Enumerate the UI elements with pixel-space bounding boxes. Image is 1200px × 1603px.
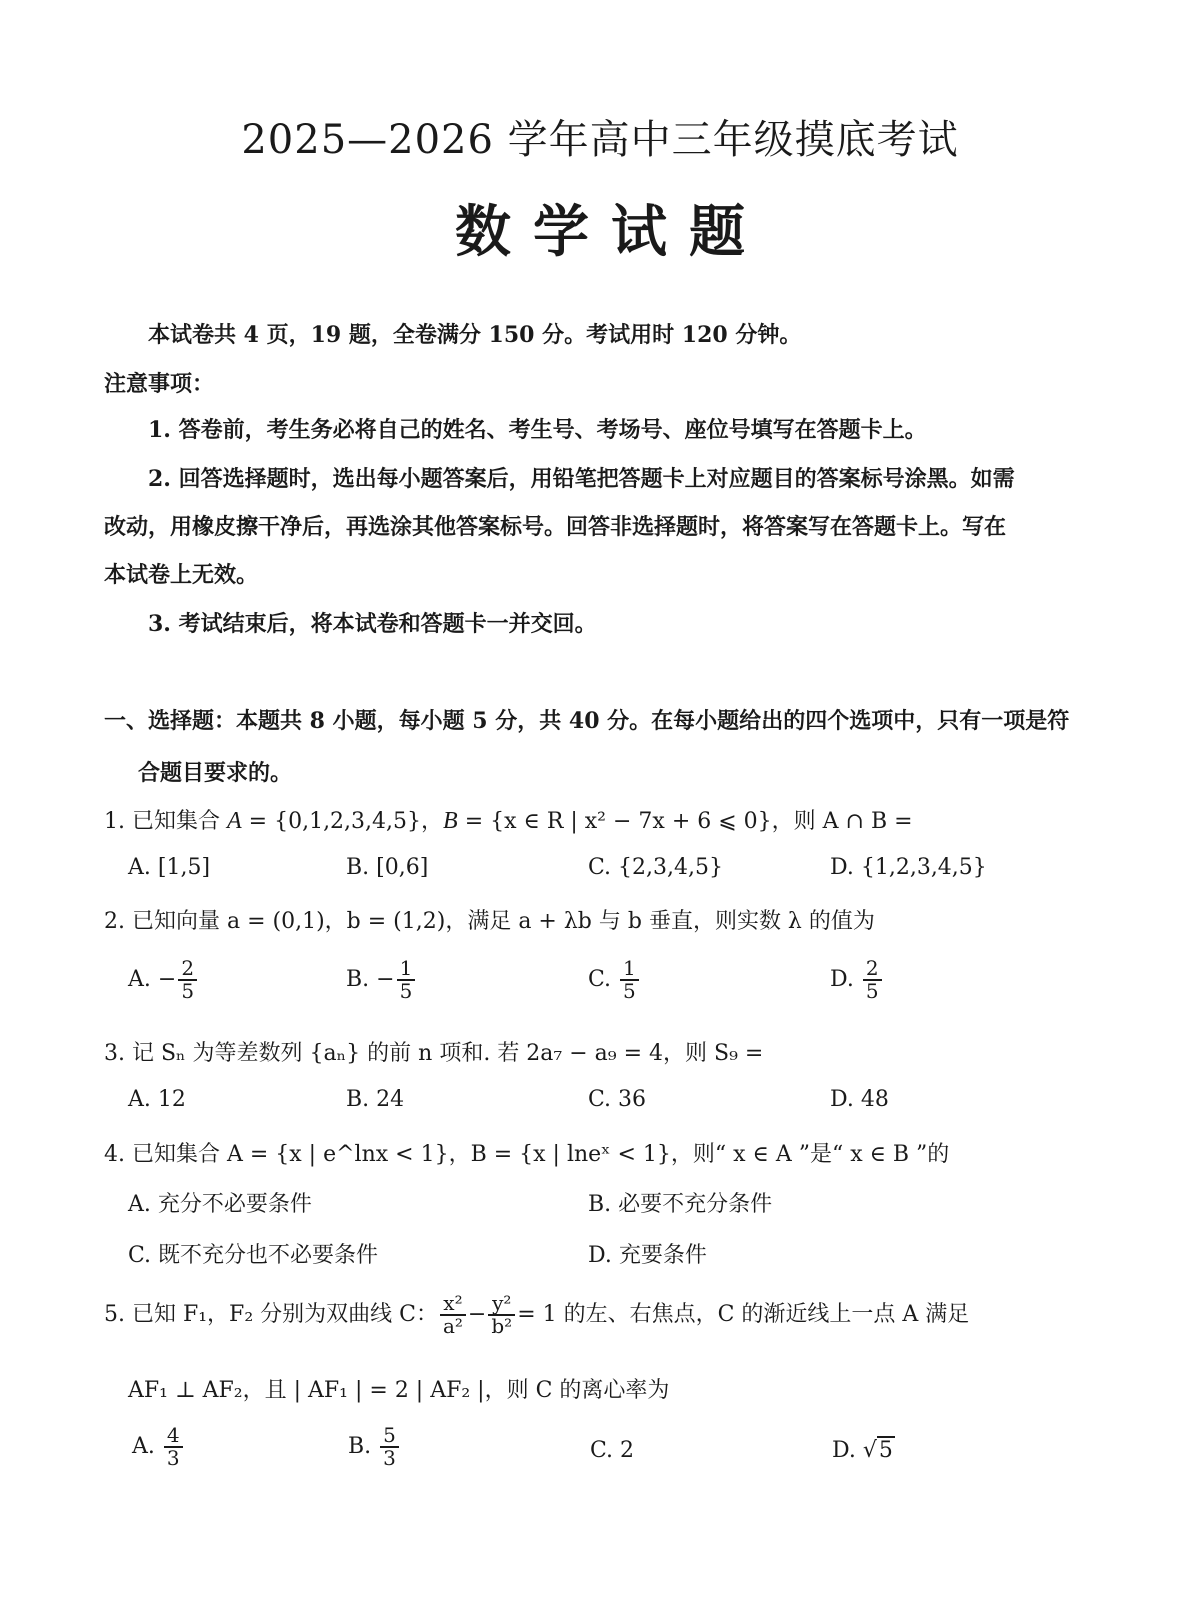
q1-option-d: D. {1,2,3,4,5} (830, 855, 987, 880)
q1-option-c: C. {2,3,4,5} (588, 855, 723, 880)
q2-option-c: C. $\frac{1}{5}$ (588, 958, 641, 1002)
q2-option-d: D. $\frac{2}{5}$ (830, 958, 884, 1002)
note-1: 1. 答卷前，考生务必将自己的姓名、考生号、考场号、座位号填写在答题卡上。 (148, 417, 927, 443)
q3-option-d: D. 48 (830, 1087, 889, 1112)
note-2-line3: 本试卷上无效。 (104, 562, 259, 588)
q2-option-a: A. − $\frac{2}{5}$ (128, 958, 199, 1002)
q1-option-b: B. [0,6] (346, 855, 429, 880)
q1-tail: ，则 A ∩ B = (771, 809, 913, 834)
question-4: 4. 已知集合 A = {x | e^lnx < 1}，B = {x | lneˣ < 1}，则“ x ∈ A ”是“ x ∈ B ”的 (104, 1142, 950, 1167)
note-2-line2: 改动，用橡皮擦干净后，再选涂其他答案标号。回答非选择题时，将答案写在答题卡上。写在 (104, 514, 1007, 540)
subject-title: 数学试题 (455, 199, 767, 265)
section-1-heading-line2: 合题目要求的。 (138, 760, 293, 786)
section-1-heading: 一、选择题：本题共 8 小题，每小题 5 分，共 40 分。在每小题给出的四个选项中，只有一项是符 (104, 708, 1070, 734)
note-3: 3. 考试结束后，将本试卷和答题卡一并交回。 (148, 611, 597, 637)
q5-option-a: A. $\frac{4}{3}$ (132, 1425, 185, 1469)
q5-a-fraction: $\frac{4}{3}$ (164, 1425, 183, 1469)
q2-d-fraction: $\frac{2}{5}$ (863, 958, 882, 1002)
q2-b-fraction: $\frac{1}{5}$ (397, 958, 416, 1002)
q4-option-d: D. 充要条件 (588, 1243, 707, 1268)
q3-option-b: B. 24 (346, 1087, 405, 1112)
q1-set-a: {0,1,2,3,4,5} (274, 809, 422, 834)
notes-heading: 注意事项： (104, 371, 215, 397)
q3-option-a: A. 12 (128, 1087, 186, 1112)
note-2-line1: 2. 回答选择题时，选出每小题答案后，用铅笔把答题卡上对应题目的答案标号涂黑。如需 (148, 466, 1015, 492)
question-5: 5. 已知 F₁，F₂ 分别为双曲线 C： $\frac{\text{x²}}{\text{a²}}$ − $\frac{\text{y²}}{\text{b²}}$ = 1 的左、右焦点，C 的渐近线上一点 A 满足 (104, 1291, 970, 1338)
q5-fraction-x: $\frac{\text{x²}}{\text{a²}}$ (440, 1293, 466, 1337)
q5-option-b: B. $\frac{5}{3}$ (348, 1425, 401, 1469)
q2-c-fraction: $\frac{1}{5}$ (620, 958, 639, 1002)
question-1: 1. 已知集合 A = {0,1,2,3,4,5}，B = {x ∈ R | x² − 7x + 6 ⩽ 0}，则 A ∩ B = (104, 808, 913, 834)
q5-d-sqrt: √5 (862, 1438, 893, 1463)
q3-option-c: C. 36 (588, 1087, 647, 1112)
q1-option-a: A. [1,5] (128, 855, 211, 880)
intro-text: 本试卷共 4 页，19 题，全卷满分 150 分。考试用时 120 分钟。 (148, 322, 802, 348)
q1-prefix: 1. 已知集合 (104, 809, 220, 834)
question-3: 3. 记 Sₙ 为等差数列 {aₙ} 的前 n 项和. 若 2a₇ − a₉ = 4，则 S₉ = (104, 1041, 764, 1066)
exam-title: 2025—2026 学年高中三年级摸底考试 (241, 117, 959, 163)
q4-option-b: B. 必要不充分条件 (588, 1192, 773, 1217)
q2-a-fraction: $\frac{2}{5}$ (178, 958, 197, 1002)
q4-option-a: A. 充分不必要条件 (128, 1192, 312, 1217)
q5-suffix: = 1 的左、右焦点，C 的渐近线上一点 A 满足 (517, 1302, 970, 1327)
q5-option-d: D. √5 (832, 1438, 893, 1463)
q5-b-fraction: $\frac{5}{3}$ (380, 1425, 399, 1469)
q2-option-b: B. − $\frac{1}{5}$ (346, 958, 417, 1002)
q1-set-b: {x ∈ R | x² − 7x + 6 ⩽ 0} (490, 809, 772, 834)
q4-option-c: C. 既不充分也不必要条件 (128, 1243, 379, 1268)
q5-fraction-y: $\frac{\text{y²}}{\text{b²}}$ (488, 1293, 515, 1337)
question-5-line2: AF₁ ⊥ AF₂，且 | AF₁ | = 2 | AF₂ |，则 C 的离心率为 (128, 1378, 670, 1403)
question-2: 2. 已知向量 a = (0,1)，b = (1,2)，满足 a + λb 与 b 垂直，则实数 λ 的值为 (104, 909, 875, 934)
q5-option-c: C. 2 (590, 1438, 635, 1463)
q5-prefix: 5. 已知 F₁，F₂ 分别为双曲线 C： (104, 1302, 438, 1327)
